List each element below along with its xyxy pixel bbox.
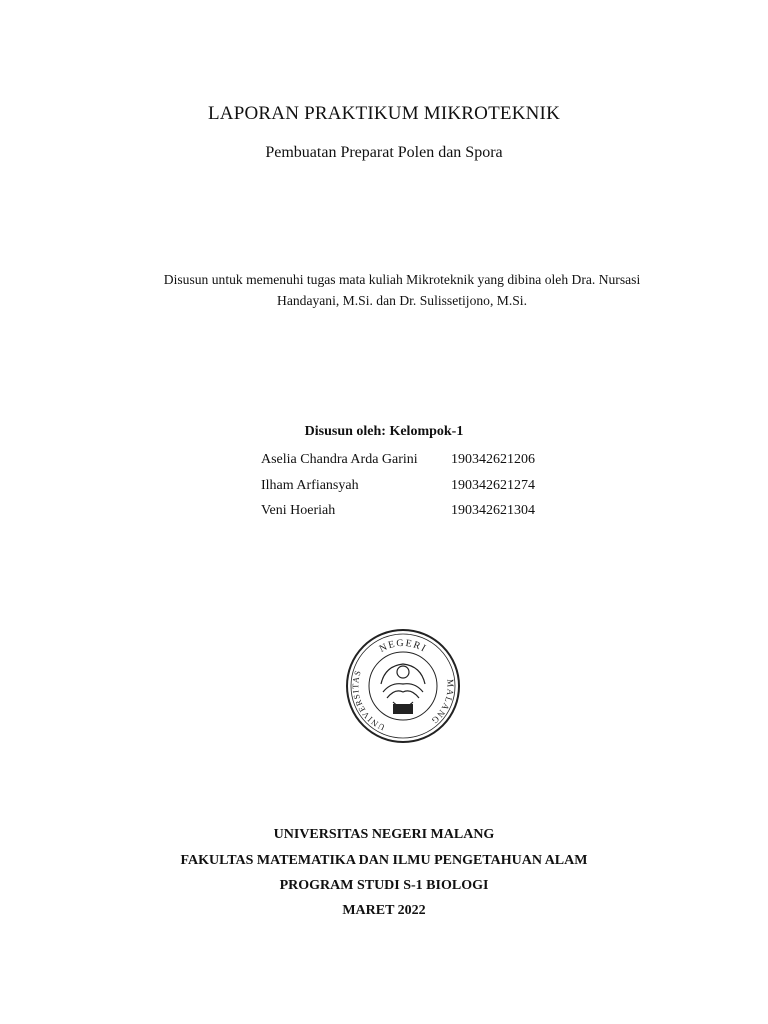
svg-text:MALANG: MALANG: [428, 678, 456, 727]
list-item: [261, 452, 581, 478]
member-nim: 190342621304: [451, 503, 535, 518]
university-name: UNIVERSITAS NEGERI MALANG: [273, 827, 495, 842]
member-nim: 190342621206: [451, 452, 535, 467]
program-name: PROGRAM STUDI S-1 BIOLOGI: [279, 878, 489, 893]
member-name: Veni Hoeriah: [261, 503, 336, 518]
member-name: Aselia Chandra Arda Garini: [261, 452, 418, 467]
report-purpose: Disusun untuk memenuhi tugas mata kuliah Mikroteknik yang dibina oleh Dra. Nursasi Handayani, M.Si. dan Dr. Sulissetijono, M.Si.: [163, 272, 641, 308]
list-item: [261, 503, 581, 529]
member-name: Ilham Arfiansyah: [261, 477, 359, 493]
member-list: [261, 452, 581, 529]
authors-heading: Disusun oleh: Kelompok-1: [304, 424, 464, 439]
report-title: LAPORAN PRAKTIKUM MIKROTEKNIK: [207, 103, 561, 124]
member-nim: 190342621274: [451, 477, 535, 493]
report-subtitle: Pembuatan Preparat Polen dan Spora: [265, 144, 503, 161]
faculty-name: FAKULTAS MATEMATIKA DAN ILMU PENGETAHUAN ALAM: [180, 853, 588, 868]
university-seal-icon: [343, 626, 463, 746]
svg-text:NEGERI: NEGERI: [377, 637, 429, 655]
report-date: MARET 2022: [342, 903, 426, 918]
svg-text:UNIVERSITAS: UNIVERSITAS: [350, 668, 387, 733]
list-item: [261, 478, 581, 504]
